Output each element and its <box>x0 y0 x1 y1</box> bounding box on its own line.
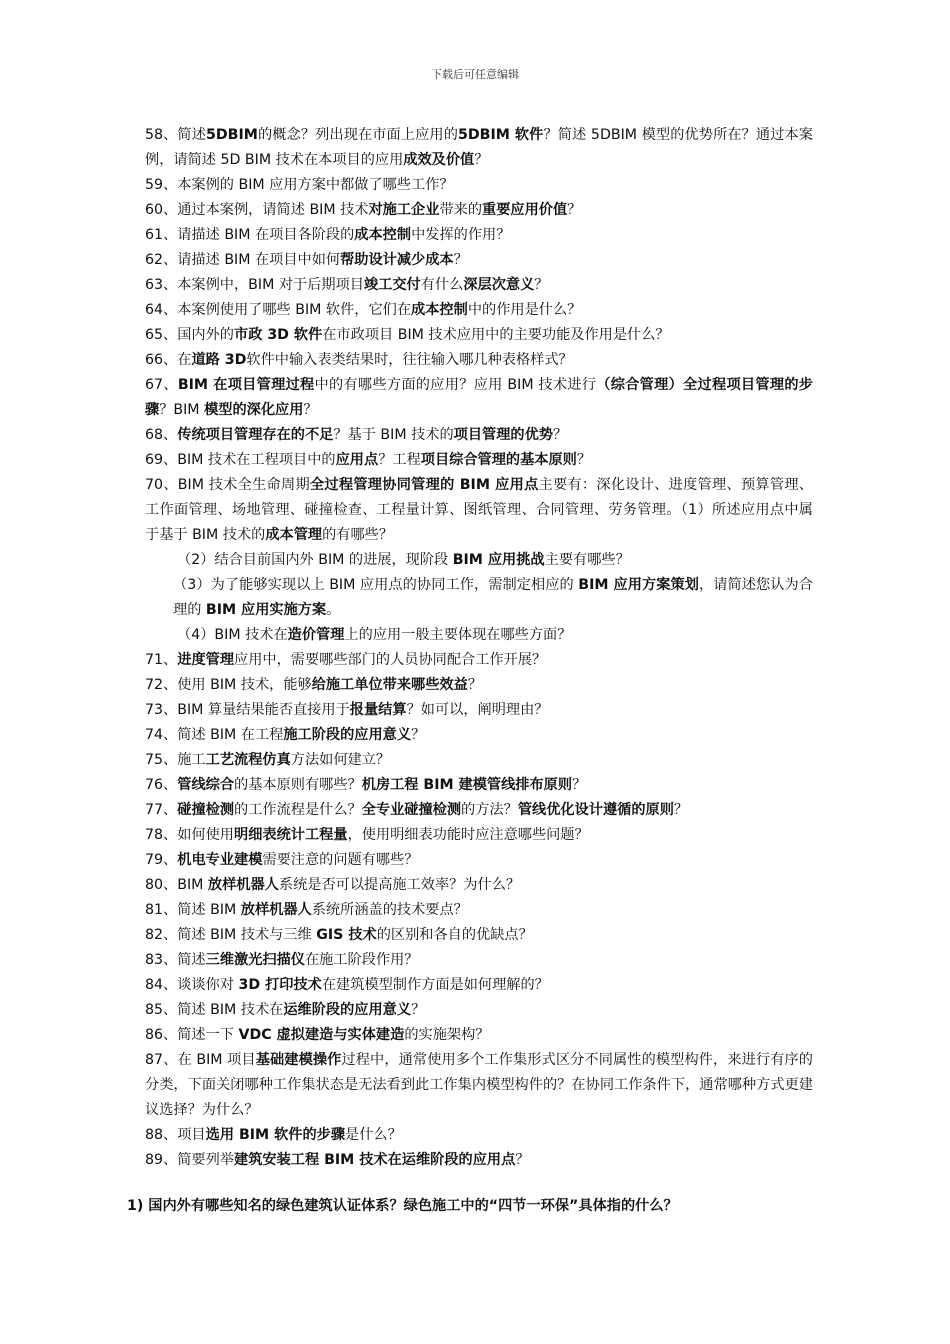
bold-text: 基础建模操作 <box>255 1052 342 1068</box>
bold-text: BIM 在项目管理过程 <box>177 377 315 393</box>
bold-text: 深层次意义 <box>463 277 535 293</box>
text: 在建筑模型制作方面是如何理解的？ <box>321 977 549 993</box>
question-item <box>145 723 813 748</box>
text: 应用中，需要哪些部门的人员协同配合工作开展？ <box>234 652 547 668</box>
text: 上的应用一般主要体现在哪些方面？ <box>344 627 572 643</box>
text: （3）为了能够实现以上 BIM 应用点的协同工作，需制定相应的 <box>173 577 579 593</box>
bold-text: 成本控制 <box>354 227 412 243</box>
question-item <box>145 998 813 1023</box>
question-item <box>145 1148 813 1173</box>
text: ？ <box>515 1152 530 1168</box>
text: 的基本原则有哪些？ <box>234 777 362 793</box>
text: 85、简述 BIM 技术在 <box>145 1002 284 1018</box>
bold-text: 三维激光扫描仪 <box>205 952 305 968</box>
text: 61、请描述 BIM 在项目各阶段的 <box>145 227 355 243</box>
bold-text: 工艺流程仿真 <box>205 752 291 768</box>
text: 的工作流程是什么？ <box>234 802 362 818</box>
text: 主要有哪些？ <box>544 552 630 568</box>
text: 。 <box>326 602 341 618</box>
question-item <box>145 248 813 273</box>
text: 66、在 <box>145 352 192 368</box>
text: ？ <box>572 777 587 793</box>
page-header: 下载后可任意编辑 <box>431 68 519 81</box>
bold-text: 选用 BIM 软件的步骤 <box>205 1127 346 1143</box>
text: 64、本案例使用了哪些 BIM 软件，它们在 <box>145 302 412 318</box>
bold-text: VDC 虚拟建造与实体建造 <box>238 1027 405 1043</box>
text: 有什么 <box>420 277 464 293</box>
bold-text: 3D 打印技术 <box>238 977 322 993</box>
question-item <box>145 273 813 298</box>
text: 70、BIM 技术全生命周期 <box>145 477 310 493</box>
question-item <box>145 823 813 848</box>
text: ，请简述您认为合理的 <box>173 577 813 618</box>
text: ？工程 <box>378 452 421 468</box>
bold-text: 应用点 <box>335 452 379 468</box>
question-list <box>145 123 813 1173</box>
question-item <box>145 423 813 448</box>
bold-text: 市政 3D 软件 <box>234 327 323 343</box>
question-item <box>145 473 813 548</box>
question-item <box>145 873 813 898</box>
bold-text: BIM 应用挑战 <box>452 552 545 568</box>
text: 在市政项目 BIM 技术应用中的主要功能及作用是什么？ <box>322 327 670 343</box>
text: ？ <box>534 277 549 293</box>
text: 的方法？ <box>461 802 518 818</box>
bold-text: 给施工单位带来哪些效益 <box>311 677 468 693</box>
question-item <box>145 898 813 923</box>
text: 中的作用是什么？ <box>467 302 582 318</box>
question-item <box>145 848 813 873</box>
question-item <box>145 1048 813 1123</box>
text: 是什么？ <box>345 1127 402 1143</box>
text: 中发挥的作用？ <box>411 227 511 243</box>
text: ？ <box>453 252 468 268</box>
text: 67、 <box>145 377 178 393</box>
text: 主要有：深化设计、进度管理、预算管理、工作面管理、场地管理、碰撞检查、工程量计算、图纸管理、合同管理、劳务管理。（1）所述应用点中属于基于 BIM 技术的 <box>145 477 813 543</box>
text: 79、 <box>145 852 178 868</box>
bold-text: 进度管理 <box>177 652 235 668</box>
question-item <box>145 323 813 348</box>
bold-text: 对施工企业 <box>368 202 440 218</box>
text: 82、简述 BIM 技术与三维 <box>145 927 317 943</box>
text: ？ <box>576 452 592 468</box>
text: 73、BIM 算量结果能否直接用于 <box>145 702 350 718</box>
text: 68、 <box>145 427 178 443</box>
bold-text: 传统项目管理存在的不足 <box>177 427 334 443</box>
text: 81、简述 BIM <box>145 902 241 918</box>
bold-text: 模型的深化应用 <box>204 402 304 418</box>
bold-text: 5DBIM 软件 <box>457 127 544 143</box>
text: 89、简要列举 <box>145 1152 234 1168</box>
bold-text: 成效及价值 <box>403 152 475 168</box>
question-item <box>145 198 813 223</box>
bold-text: 明细表统计工程量 <box>234 827 348 843</box>
bold-text: 放样机器人 <box>207 877 279 893</box>
question-item <box>145 698 813 723</box>
text: 58、简述 <box>145 127 207 143</box>
question-item <box>145 348 813 373</box>
text: 71、 <box>145 652 178 668</box>
text: ？ <box>552 427 568 443</box>
bold-text: 放样机器人 <box>240 902 312 918</box>
bold-text: 5DBIM <box>206 127 258 143</box>
question-item <box>145 1023 813 1048</box>
text: ？ <box>474 152 489 168</box>
bold-text: 全过程管理协同管理的 BIM 应用点 <box>309 477 539 493</box>
text: 系统是否可以提高施工效率？为什么？ <box>278 877 521 893</box>
text: ？ <box>673 802 689 818</box>
bold-text: BIM 应用方案策划 <box>578 577 700 593</box>
text: 带来的 <box>439 202 483 218</box>
text: （2）结合目前国内外 BIM 的进展，现阶段 <box>177 552 453 568</box>
bold-text: 报量结算 <box>349 702 407 718</box>
text: ，使用明细表功能时应注意哪些问题？ <box>347 827 589 843</box>
question-item <box>145 673 813 698</box>
text: ？ <box>411 1002 426 1018</box>
text: 75、施工 <box>145 752 206 768</box>
text: 86、简述一下 <box>145 1027 239 1043</box>
bold-text: 项目综合管理的基本原则 <box>420 452 577 468</box>
text: 83、简述 <box>145 952 206 968</box>
text: 77、 <box>145 802 178 818</box>
text: 78、如何使用 <box>145 827 234 843</box>
text: 88、项目 <box>145 1127 206 1143</box>
bold-text: 成本管理 <box>265 527 323 543</box>
question-item <box>145 373 813 423</box>
question-item <box>145 548 813 573</box>
bold-text: 项目管理的优势 <box>453 427 553 443</box>
bold-text: （综合管理）全过程项目管理的步骤 <box>145 377 813 418</box>
question-item <box>145 123 813 173</box>
bold-text: GIS 技术 <box>316 927 377 943</box>
bold-text: 造价管理 <box>287 627 345 643</box>
bold-text: 管线综合 <box>177 777 235 793</box>
text: 软件中输入表类结果时，往往输入哪几种表格样式？ <box>246 352 573 368</box>
text: 65、国内外的 <box>145 327 234 343</box>
bold-text: 机房工程 BIM 建模管线排布原则 <box>361 777 573 793</box>
bold-text: 成本控制 <box>411 302 468 318</box>
text: 63、本案例中，BIM 对于后期项目 <box>145 277 364 293</box>
bold-text: 竣工交付 <box>363 277 421 293</box>
bold-text: 管线优化设计遵循的原则 <box>517 802 674 818</box>
question-item <box>145 173 813 198</box>
bold-text: 运维阶段的应用意义 <box>283 1002 412 1018</box>
text: 87、在 BIM 项目 <box>145 1052 256 1068</box>
question-item <box>145 773 813 798</box>
bold-text: 机电专业建模 <box>177 852 263 868</box>
text: 59、本案例的 BIM 应用方案中都做了哪些工作？ <box>145 177 454 193</box>
bold-text: 全专业碰撞检测 <box>361 802 462 818</box>
question-item <box>145 748 813 773</box>
bold-text: 道路 3D <box>191 352 247 368</box>
question-item <box>145 923 813 948</box>
question-item <box>145 648 813 673</box>
text: 系统所涵盖的技术要点？ <box>311 902 468 918</box>
text: 在施工阶段作用？ <box>304 952 419 968</box>
question-item <box>145 448 813 473</box>
text: ？ <box>467 677 483 693</box>
text: 需要注意的问题有哪些？ <box>262 852 419 868</box>
final-question: 1) 国内外有哪些知名的绿色建筑认证体系？绿色施工中的“四节一环保”具体指的什么？ <box>127 1198 678 1214</box>
text: 的区别和各自的优缺点？ <box>376 927 533 943</box>
question-item <box>145 223 813 248</box>
question-item <box>145 623 813 648</box>
text: ？ <box>303 402 318 418</box>
bold-text: 建筑安装工程 BIM 技术在运维阶段的应用点 <box>234 1152 516 1168</box>
text: 的有哪些？ <box>322 527 394 543</box>
text: 的概念？列出现在市面上应用的 <box>257 127 458 143</box>
bold-text: 帮助设计减少成本 <box>340 252 454 268</box>
text: ？简述 5DBIM 模型的优势所在？通过本案例，请简述 5D BIM 技术在本项目的应用 <box>145 127 813 168</box>
text: 74、简述 BIM 在工程 <box>145 727 284 743</box>
text: 84、谈谈你对 <box>145 977 239 993</box>
text: ？BIM <box>159 402 205 418</box>
text: （4）BIM 技术在 <box>177 627 288 643</box>
question-item <box>145 973 813 998</box>
question-item <box>145 1123 813 1148</box>
text: ？ <box>411 727 426 743</box>
text: 方法如何建立？ <box>290 752 391 768</box>
text: 80、BIM <box>145 877 208 893</box>
text: 69、BIM 技术在工程项目中的 <box>145 452 336 468</box>
text: 76、 <box>145 777 178 793</box>
question-item <box>145 948 813 973</box>
text: 的实施架构？ <box>404 1027 490 1043</box>
text: 62、请描述 BIM 在项目中如何 <box>145 252 341 268</box>
text: 60、通过本案例，请简述 BIM 技术 <box>145 202 369 218</box>
text: 过程中，通常使用多个工作集形式区分不同属性的模型构件，来进行有序的分类，下面关闭哪种工作集状态是无法看到此工作集内模型构件的？在协同工作条件下，通常哪种方式更建议选择？为什么？ <box>145 1052 813 1118</box>
question-item <box>145 298 813 323</box>
bold-text: 重要应用价值 <box>482 202 568 218</box>
bold-text: 施工阶段的应用意义 <box>283 727 412 743</box>
question-item <box>145 573 813 623</box>
text: ？ <box>567 202 582 218</box>
question-item <box>145 798 813 823</box>
text: ？如可以，阐明理由？ <box>406 702 549 718</box>
text: 72、使用 BIM 技术，能够 <box>145 677 312 693</box>
bold-text: 碰撞检测 <box>177 802 235 818</box>
bold-text: BIM 应用实施方案 <box>205 602 327 618</box>
text: 中的有哪些方面的应用？应用 BIM 技术进行 <box>314 377 597 393</box>
text: ？基于 BIM 技术的 <box>333 427 454 443</box>
